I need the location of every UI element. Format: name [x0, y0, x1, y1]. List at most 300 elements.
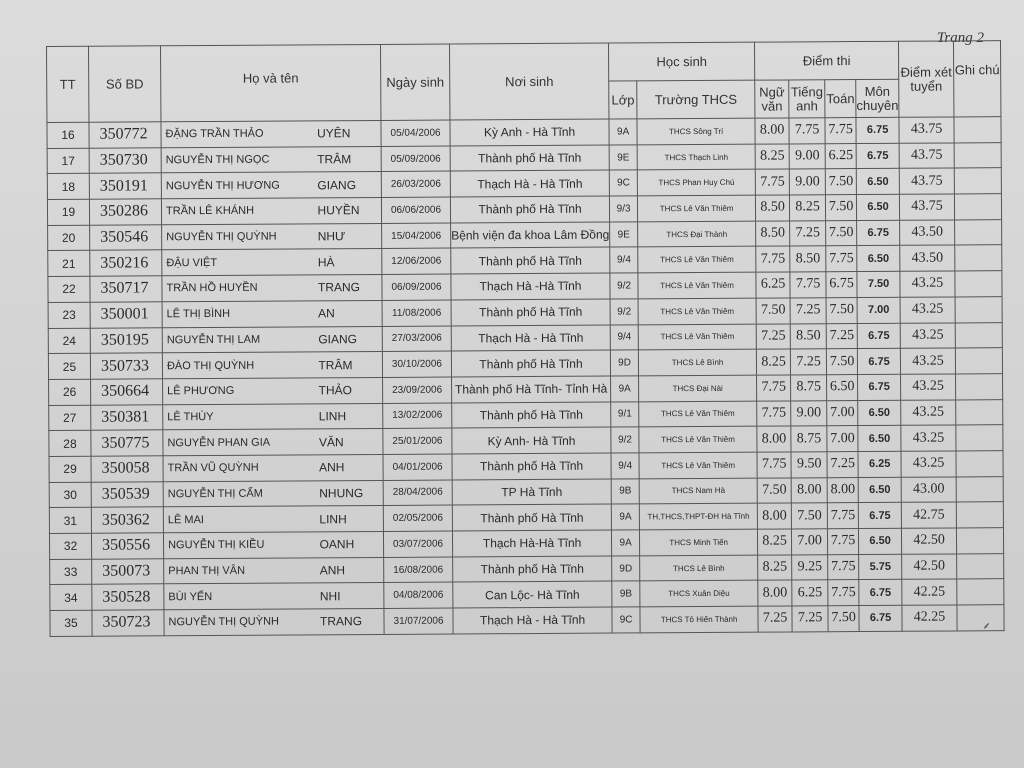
row-diem-xet-tuyen: 43.50	[900, 220, 955, 246]
row-ghi-chu	[955, 296, 1002, 322]
row-ho-ten: NGUYỄN THỊ QUỲNH	[164, 609, 316, 636]
row-ngay-sinh: 11/08/2006	[382, 300, 451, 326]
row-tt: 25	[48, 353, 90, 379]
row-ten: HUYỀN	[313, 198, 381, 224]
row-toan: 7.75	[828, 580, 859, 606]
row-noi-sinh: Thành phố Hà Tĩnh	[452, 453, 611, 480]
row-tieng-anh: 7.50	[791, 503, 827, 529]
row-ghi-chu	[954, 117, 1001, 143]
row-ghi-chu	[957, 579, 1004, 605]
row-ngu-van: 8.25	[756, 349, 790, 375]
row-ten: ANH	[316, 557, 384, 583]
row-tt: 35	[50, 610, 92, 636]
row-ngu-van: 8.00	[758, 580, 792, 606]
header-mon-chuyen: Môn chuyên	[856, 79, 899, 117]
row-ghi-chu	[957, 553, 1004, 579]
row-lop: 9B	[611, 479, 639, 505]
row-ten: HÀ	[314, 249, 382, 275]
row-toan: 7.25	[827, 451, 858, 477]
header-tieng-anh: Tiếng anh	[789, 80, 825, 118]
row-tt: 18	[47, 174, 89, 200]
row-lop: 9/4	[611, 453, 639, 479]
row-diem-xet-tuyen: 43.25	[901, 374, 956, 400]
row-tieng-anh: 9.00	[789, 169, 825, 195]
row-ho-ten: NGUYỄN THỊ CẨM	[163, 480, 315, 507]
row-noi-sinh: Thạch Hà -Hà Tĩnh	[451, 273, 610, 300]
row-so-bd: 350775	[91, 430, 163, 456]
row-so-bd: 350216	[90, 250, 162, 276]
row-diem-xet-tuyen: 42.25	[902, 605, 957, 631]
row-tieng-anh: 9.00	[789, 143, 825, 169]
row-ngay-sinh: 06/06/2006	[381, 197, 450, 223]
row-diem-xet-tuyen: 42.50	[902, 554, 957, 580]
row-mon-chuyen: 6.75	[857, 323, 900, 349]
row-ten: UYÊN	[313, 120, 381, 146]
header-lop: Lớp	[609, 81, 637, 119]
row-noi-sinh: Thành phố Hà Tĩnh	[451, 299, 610, 326]
row-truong: THCS Thạch Linh	[637, 144, 755, 170]
row-tieng-anh: 8.50	[790, 323, 826, 349]
row-tt: 26	[49, 379, 91, 405]
row-mon-chuyen: 7.50	[857, 271, 900, 297]
row-ghi-chu	[955, 219, 1002, 245]
row-ghi-chu	[956, 528, 1003, 554]
row-truong: THCS Xuân Diệu	[640, 581, 758, 607]
row-lop: 9/2	[611, 427, 639, 453]
row-mon-chuyen: 6.75	[856, 117, 899, 143]
row-tieng-anh: 8.00	[791, 477, 827, 503]
row-lop: 9E	[610, 222, 638, 248]
row-toan: 6.25	[825, 143, 856, 169]
row-mon-chuyen: 6.75	[856, 143, 899, 169]
row-tieng-anh: 7.75	[789, 118, 825, 144]
row-tieng-anh: 7.25	[792, 606, 828, 632]
row-tieng-anh: 7.25	[790, 298, 826, 324]
row-noi-sinh: Thành phố Hà Tĩnh	[452, 504, 611, 531]
row-so-bd: 350730	[89, 147, 161, 173]
row-ho-ten: NGUYỄN THỊ LAM	[162, 326, 314, 353]
row-so-bd: 350723	[92, 610, 164, 636]
row-noi-sinh: Thành phố Hà Tĩnh	[451, 350, 610, 377]
row-mon-chuyen: 6.50	[859, 528, 902, 554]
row-mon-chuyen: 6.25	[858, 451, 901, 477]
row-noi-sinh: Thành phố Hà Tĩnh- Tỉnh Hà	[452, 376, 611, 403]
row-truong: THCS Lê Văn Thiêm	[638, 324, 756, 350]
row-ghi-chu	[957, 605, 1004, 631]
row-ngu-van: 6.25	[756, 272, 790, 298]
row-toan: 7.50	[825, 169, 856, 195]
row-truong: THCS Minh Tiến	[640, 529, 758, 555]
row-noi-sinh: Thạch Hà - Hà Tĩnh	[451, 325, 610, 352]
row-ten: OANH	[315, 531, 383, 557]
row-lop: 9B	[612, 581, 640, 607]
row-tt: 20	[48, 225, 90, 251]
row-tt: 24	[48, 328, 90, 354]
row-diem-xet-tuyen: 43.25	[901, 400, 956, 426]
row-ho-ten: TRẦN LÊ KHÁNH	[161, 198, 313, 225]
row-tieng-anh: 8.50	[790, 246, 826, 272]
row-diem-xet-tuyen: 43.25	[901, 451, 956, 477]
row-diem-xet-tuyen: 43.25	[900, 322, 955, 348]
row-ten: TRANG	[316, 609, 384, 635]
row-mon-chuyen: 6.75	[857, 348, 900, 374]
handwritten-initials: ⸙	[982, 621, 990, 632]
row-truong: THCS Lê Văn Thiêm	[638, 272, 756, 298]
row-lop: 9A	[609, 119, 637, 145]
row-noi-sinh: TP Hà Tĩnh	[452, 479, 611, 506]
row-so-bd: 350362	[91, 507, 163, 533]
row-ngay-sinh: 02/05/2006	[383, 505, 452, 531]
row-tt: 30	[49, 482, 91, 508]
row-ngay-sinh: 03/07/2006	[383, 531, 452, 557]
row-so-bd: 350528	[92, 584, 164, 610]
row-toan: 7.25	[826, 323, 857, 349]
row-ngu-van: 8.25	[758, 529, 792, 555]
row-tt: 16	[47, 122, 89, 148]
row-mon-chuyen: 6.50	[858, 426, 901, 452]
row-ho-ten: LÊ THỊ BÌNH	[162, 301, 314, 328]
row-tieng-anh: 8.75	[791, 426, 827, 452]
row-lop: 9/1	[611, 401, 639, 427]
row-ho-ten: NGUYỄN PHAN GIA	[163, 429, 315, 456]
row-ngu-van: 8.50	[756, 221, 790, 247]
row-noi-sinh: Bệnh viện đa khoa Lâm Đồng	[451, 222, 610, 249]
row-tt: 22	[48, 276, 90, 302]
row-truong: THCS Lê Văn Thiêm	[639, 452, 757, 478]
row-ngay-sinh: 26/03/2006	[381, 171, 450, 197]
row-so-bd: 350286	[89, 199, 161, 225]
row-ghi-chu	[954, 142, 1001, 168]
row-toan: 7.50	[826, 220, 857, 246]
row-ho-ten: ĐẶNG TRẦN THẢO	[161, 121, 313, 148]
header-ngay-sinh: Ngày sinh	[380, 44, 449, 120]
row-mon-chuyen: 7.00	[857, 297, 900, 323]
row-ngu-van: 8.50	[756, 195, 790, 221]
row-diem-xet-tuyen: 43.75	[899, 117, 954, 143]
row-toan: 7.50	[826, 297, 857, 323]
row-so-bd: 350195	[90, 327, 162, 353]
row-ho-ten: LÊ THÙY	[163, 403, 315, 430]
row-diem-xet-tuyen: 43.50	[900, 245, 955, 271]
row-truong: THCS Nam Hà	[639, 478, 757, 504]
row-tieng-anh: 7.00	[792, 529, 828, 555]
row-truong: THCS Lê Bình	[638, 349, 756, 375]
row-ten: AN	[314, 300, 382, 326]
row-lop: 9/2	[610, 299, 638, 325]
row-ghi-chu	[956, 502, 1003, 528]
row-ho-ten: NGUYỄN THỊ HƯƠNG	[161, 172, 313, 199]
row-diem-xet-tuyen: 43.00	[901, 477, 956, 503]
row-tieng-anh: 7.25	[790, 220, 826, 246]
row-diem-xet-tuyen: 42.50	[901, 528, 956, 554]
row-lop: 9A	[611, 376, 639, 402]
row-ngu-van: 7.75	[757, 401, 791, 427]
row-tieng-anh: 8.25	[790, 195, 826, 221]
row-so-bd: 350058	[91, 456, 163, 482]
row-ngay-sinh: 16/08/2006	[384, 557, 453, 583]
row-so-bd: 350001	[90, 302, 162, 328]
row-diem-xet-tuyen: 42.75	[901, 502, 956, 528]
header-tt: TT	[47, 46, 89, 122]
row-ngu-van: 8.25	[758, 555, 792, 581]
row-tt: 28	[49, 430, 91, 456]
row-tieng-anh: 9.00	[791, 400, 827, 426]
row-truong: THCS Tô Hiến Thành	[640, 606, 758, 632]
row-ten: VĂN	[315, 429, 383, 455]
row-mon-chuyen: 6.75	[858, 374, 901, 400]
row-ngay-sinh: 30/10/2006	[382, 351, 451, 377]
row-so-bd: 350546	[90, 225, 162, 251]
row-diem-xet-tuyen: 42.25	[902, 579, 957, 605]
row-truong: THCS Sông Trí	[637, 118, 755, 144]
row-mon-chuyen: 6.50	[858, 400, 901, 426]
row-mon-chuyen: 6.50	[856, 169, 899, 195]
row-tieng-anh: 6.25	[792, 580, 828, 606]
row-so-bd: 350717	[90, 276, 162, 302]
row-so-bd: 350664	[91, 379, 163, 405]
row-diem-xet-tuyen: 43.75	[899, 143, 954, 169]
row-ho-ten: LÊ PHƯƠNG	[163, 378, 315, 405]
row-tt: 33	[50, 559, 92, 585]
row-so-bd: 350539	[91, 481, 163, 507]
row-toan: 7.75	[828, 529, 859, 555]
row-ghi-chu	[955, 271, 1002, 297]
row-toan: 7.75	[826, 246, 857, 272]
row-ngu-van: 8.00	[755, 118, 789, 144]
row-ghi-chu	[956, 399, 1003, 425]
row-tt: 19	[47, 199, 89, 225]
row-toan: 7.00	[827, 426, 858, 452]
header-so-bd: Số BD	[89, 46, 161, 122]
page-number: Trang 2	[936, 30, 984, 46]
header-ho-ten: Họ và tên	[161, 44, 381, 121]
row-toan: 7.75	[825, 118, 856, 144]
row-ten: TRANG	[314, 275, 382, 301]
row-ngu-van: 7.50	[757, 478, 791, 504]
row-tieng-anh: 9.25	[792, 554, 828, 580]
row-noi-sinh: Kỳ Anh- Hà Tĩnh	[452, 427, 611, 454]
row-mon-chuyen: 6.75	[858, 503, 901, 529]
row-truong: THCS Đại Nài	[639, 375, 757, 401]
row-ho-ten: NGUYỄN THỊ KIỀU	[163, 532, 315, 559]
row-ngu-van: 7.75	[755, 169, 789, 195]
row-mon-chuyen: 6.50	[858, 477, 901, 503]
row-truong: THCS Lê Văn Thiêm	[638, 247, 756, 273]
row-ten: GIANG	[313, 172, 381, 198]
row-ho-ten: TRẦN HỒ HUYỀN	[162, 275, 314, 302]
row-ngay-sinh: 12/06/2006	[382, 248, 451, 274]
row-ho-ten: BÙI YẾN	[164, 583, 316, 610]
row-ten: GIANG	[314, 326, 382, 352]
row-so-bd: 350556	[91, 533, 163, 559]
row-lop: 9/2	[610, 273, 638, 299]
row-ghi-chu	[955, 348, 1002, 374]
row-mon-chuyen: 6.75	[859, 580, 902, 606]
row-tt: 21	[48, 251, 90, 277]
row-so-bd: 350191	[89, 173, 161, 199]
row-toan: 6.75	[826, 272, 857, 298]
row-lop: 9D	[612, 556, 640, 582]
results-table	[46, 40, 1005, 637]
row-diem-xet-tuyen: 43.25	[901, 425, 956, 451]
row-tt: 32	[49, 533, 91, 559]
row-ngay-sinh: 05/04/2006	[381, 120, 450, 146]
row-tt: 17	[47, 148, 89, 174]
row-ho-ten: ĐÀO THỊ QUỲNH	[162, 352, 314, 379]
row-ho-ten: ĐẬU VIỆT	[162, 249, 314, 276]
row-mon-chuyen: 6.50	[857, 246, 900, 272]
row-truong: THCS Lê Văn Thiêm	[639, 426, 757, 452]
row-ghi-chu	[956, 451, 1003, 477]
header-truong: Trường THCS	[637, 80, 755, 119]
row-ho-ten: NGUYỄN THỊ NGỌC	[161, 147, 313, 174]
row-toan: 6.50	[827, 374, 858, 400]
row-ngu-van: 7.25	[756, 323, 790, 349]
row-noi-sinh: Kỳ Anh - Hà Tĩnh	[450, 119, 609, 146]
row-ngay-sinh: 27/03/2006	[382, 326, 451, 352]
row-toan: 7.50	[826, 195, 857, 221]
row-tt: 31	[49, 508, 91, 534]
row-ngay-sinh: 06/09/2006	[382, 274, 451, 300]
row-truong: THCS Lê Văn Thiêm	[639, 401, 757, 427]
row-diem-xet-tuyen: 43.75	[899, 168, 954, 194]
row-truong: THCS Phan Huy Chú	[637, 170, 755, 196]
row-noi-sinh: Thành phố Hà Tĩnh	[453, 556, 612, 583]
header-noi-sinh: Nơi sinh	[449, 43, 609, 120]
row-noi-sinh: Thành phố Hà Tĩnh	[450, 145, 609, 172]
row-toan: 7.50	[826, 349, 857, 375]
row-tieng-anh: 8.75	[791, 375, 827, 401]
row-noi-sinh: Thành phố Hà Tĩnh	[450, 196, 609, 223]
row-truong: THCS Lê Văn Thiêm	[638, 195, 756, 221]
row-ten: TRÂM	[314, 352, 382, 378]
row-ngu-van: 8.25	[755, 144, 789, 170]
header-diem-thi: Điểm thi	[755, 41, 899, 80]
row-toan: 7.75	[828, 554, 859, 580]
row-ten: NHUNG	[315, 480, 383, 506]
row-ten: THẢO	[315, 377, 383, 403]
row-ngu-van: 7.50	[756, 298, 790, 324]
row-toan: 7.00	[827, 400, 858, 426]
row-tieng-anh: 9.50	[791, 452, 827, 478]
row-ten: ANH	[315, 454, 383, 480]
row-truong: THCS Lê Văn Thiêm	[638, 298, 756, 324]
row-ho-ten: NGUYỄN THỊ QUỲNH	[162, 224, 314, 251]
row-diem-xet-tuyen: 43.25	[900, 271, 955, 297]
row-ngay-sinh: 05/09/2006	[381, 146, 450, 172]
row-tieng-anh: 7.25	[790, 349, 826, 375]
row-so-bd: 350733	[90, 353, 162, 379]
header-ghi-chu: Ghi chú	[954, 41, 1001, 117]
row-ngu-van: 8.00	[757, 426, 791, 452]
row-ten: LINH	[315, 506, 383, 532]
row-lop: 9C	[609, 170, 637, 196]
row-ngay-sinh: 04/08/2006	[384, 582, 453, 608]
row-ho-ten: PHAN THỊ VÂN	[164, 558, 316, 585]
row-noi-sinh: Thạch Hà - Hà Tĩnh	[453, 607, 612, 634]
row-noi-sinh: Thạch Hà-Hà Tĩnh	[452, 530, 611, 557]
row-ghi-chu	[956, 374, 1003, 400]
row-diem-xet-tuyen: 43.25	[900, 348, 955, 374]
row-lop: 9/4	[610, 324, 638, 350]
row-ghi-chu	[956, 425, 1003, 451]
row-ngay-sinh: 13/02/2006	[383, 403, 452, 429]
row-noi-sinh: Can Lộc- Hà Tĩnh	[453, 581, 612, 608]
row-ngay-sinh: 31/07/2006	[384, 608, 453, 634]
row-tt: 23	[48, 302, 90, 328]
row-ngay-sinh: 04/01/2006	[383, 454, 452, 480]
header-toan: Toán	[825, 80, 856, 118]
row-so-bd: 350381	[91, 404, 163, 430]
row-diem-xet-tuyen: 43.25	[900, 297, 955, 323]
score-sheet	[46, 40, 1005, 637]
row-ghi-chu	[955, 245, 1002, 271]
row-ten: TRÂM	[313, 146, 381, 172]
row-noi-sinh: Thành phố Hà Tĩnh	[451, 247, 610, 274]
row-toan: 7.50	[828, 606, 859, 632]
row-ten: NHI	[316, 583, 384, 609]
row-tt: 27	[49, 405, 91, 431]
row-noi-sinh: Thành phố Hà Tĩnh	[452, 402, 611, 429]
row-so-bd: 350772	[89, 122, 161, 148]
row-mon-chuyen: 6.50	[857, 194, 900, 220]
row-truong: TH,THCS,THPT-ĐH Hà Tĩnh	[639, 503, 757, 529]
row-ngu-van: 7.25	[758, 606, 792, 632]
row-ho-ten: TRẦN VŨ QUỲNH	[163, 455, 315, 482]
row-toan: 7.75	[827, 503, 858, 529]
row-lop: 9A	[611, 504, 639, 530]
row-ngay-sinh: 25/01/2006	[383, 428, 452, 454]
row-lop: 9C	[612, 607, 640, 633]
table-row	[50, 605, 1004, 637]
row-ngu-van: 8.00	[757, 503, 791, 529]
row-lop: 9/3	[610, 196, 638, 222]
row-truong: THCS Đại Thành	[638, 221, 756, 247]
row-mon-chuyen: 5.75	[859, 554, 902, 580]
row-tt: 34	[50, 585, 92, 611]
row-ten: LINH	[315, 403, 383, 429]
row-ngu-van: 7.75	[756, 246, 790, 272]
row-noi-sinh: Thạch Hà - Hà Tĩnh	[450, 170, 609, 197]
row-toan: 8.00	[827, 477, 858, 503]
row-ghi-chu	[955, 322, 1002, 348]
row-ho-ten: LÊ MAI	[163, 506, 315, 533]
row-mon-chuyen: 6.75	[857, 220, 900, 246]
row-truong: THCS Lê Bình	[640, 555, 758, 581]
row-ghi-chu	[954, 194, 1001, 220]
row-tt: 29	[49, 456, 91, 482]
row-ngu-van: 7.75	[757, 375, 791, 401]
header-hoc-sinh: Học sinh	[609, 42, 755, 81]
row-ghi-chu	[954, 168, 1001, 194]
row-lop: 9E	[609, 145, 637, 171]
row-mon-chuyen: 6.75	[859, 605, 902, 631]
header-diem-xet-tuyen: Điểm xét tuyển	[899, 41, 954, 117]
row-so-bd: 350073	[92, 558, 164, 584]
row-ngu-van: 7.75	[757, 452, 791, 478]
row-diem-xet-tuyen: 43.75	[899, 194, 954, 220]
row-tieng-anh: 7.75	[790, 272, 826, 298]
row-ngay-sinh: 23/09/2006	[383, 377, 452, 403]
row-ngay-sinh: 28/04/2006	[383, 480, 452, 506]
row-lop: 9D	[610, 350, 638, 376]
row-lop: 9/4	[610, 247, 638, 273]
row-ten: NHƯ	[314, 223, 382, 249]
row-ghi-chu	[956, 476, 1003, 502]
row-ngay-sinh: 15/04/2006	[382, 223, 451, 249]
header-ngu-van: Ngữ văn	[755, 80, 789, 118]
row-lop: 9A	[612, 530, 640, 556]
